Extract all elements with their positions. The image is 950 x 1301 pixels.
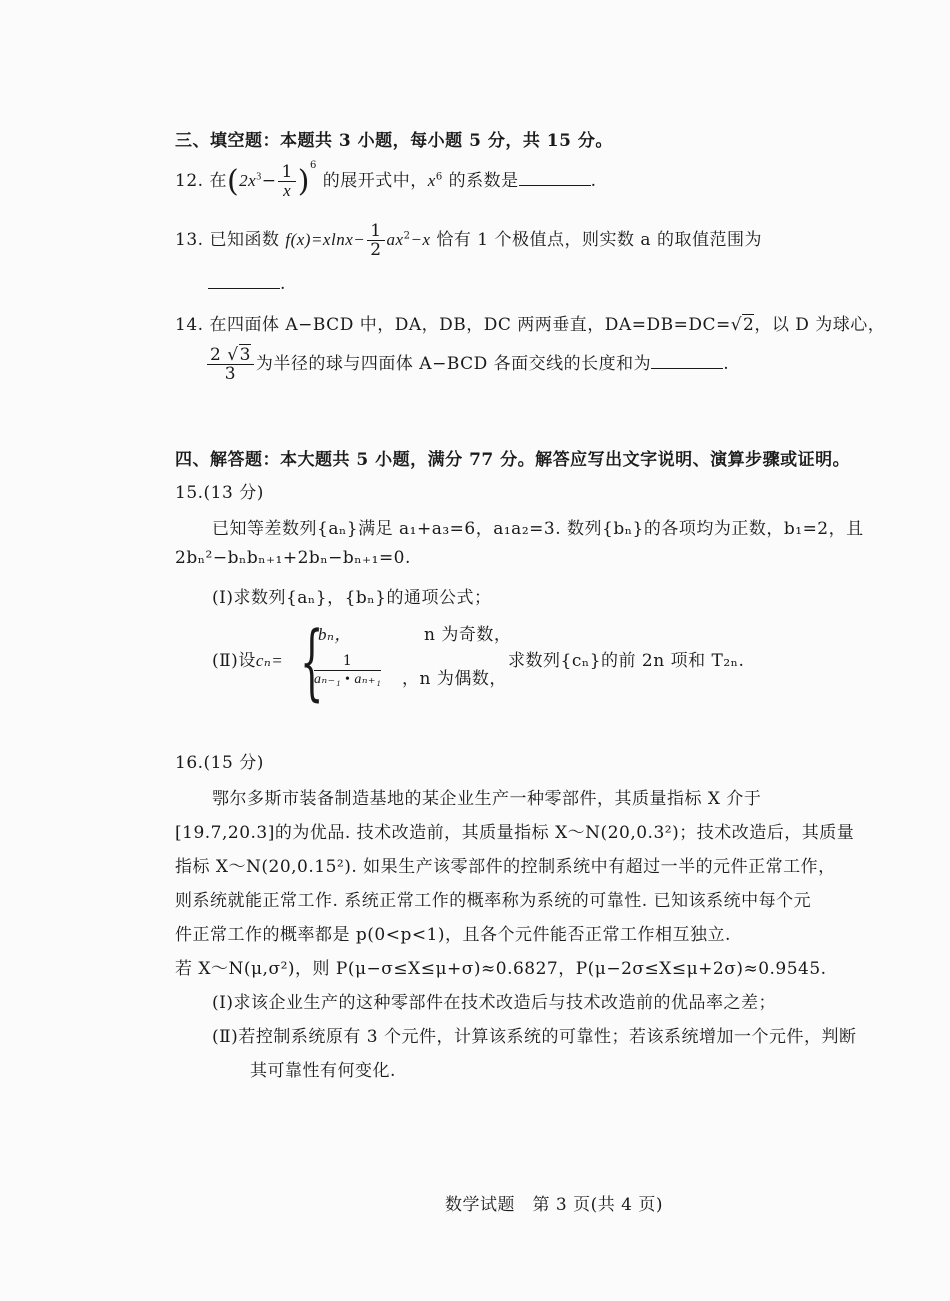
- q15-part2-label: (Ⅱ)设cₙ=: [212, 651, 284, 671]
- q12-number: 12.: [175, 171, 204, 191]
- question-12: 12. 在($2x^3-$ $\frac{1}{x}$ )$^6$ 的展开式中，$x^6$ 的系数是 .: [175, 160, 597, 200]
- q13-function: f(x)=xlnx−: [285, 230, 366, 249]
- q12-mid: 的展开式中，: [322, 171, 428, 191]
- q16-part2-cont: 其可靠性有何变化.: [250, 1061, 396, 1081]
- q16-line6: 若 X～N(μ,σ²)，则 P(μ−σ≤X≤μ+σ)≈0.6827，P(μ−2σ≤X≤μ+2σ)≈0.9545.: [175, 959, 827, 979]
- q13-fraction: $\frac{1}{2}$: [367, 222, 384, 259]
- q12-power: 6: [310, 160, 317, 171]
- page-footer: 数学试题 第 3 页(共 4 页): [445, 1195, 664, 1215]
- q16-part1: (Ⅰ)求该企业生产的这种零部件在技术改造后与技术改造前的优品率之差；: [212, 993, 776, 1013]
- q12-answer-blank: [519, 169, 591, 186]
- q15-number: 15.(13 分): [175, 483, 264, 503]
- q16-line1: 鄂尔多斯市装备制造基地的某企业生产一种零部件，其质量指标 X 介于: [212, 789, 762, 809]
- q15-part1: (Ⅰ)求数列{aₙ}，{bₙ}的通项公式；: [212, 588, 492, 608]
- q15-case2-cond: ，n 为偶数，: [402, 669, 507, 689]
- section4-heading: 四、解答题：本大题共 5 小题，满分 77 分。解答应写出文字说明、演算步骤或证明。: [175, 450, 851, 470]
- q14-line1: 在四面体 A−BCD 中，DA，DB，DC 两两垂直，DA=DB=DC=: [209, 315, 731, 335]
- q13-number: 13.: [175, 230, 204, 250]
- q12-minus: −: [261, 171, 277, 191]
- q16-line4: 则系统就能正常工作. 系统正常工作的概率称为系统的可靠性. 已知该系统中每个元: [175, 891, 812, 911]
- q15-line2: 2bₙ²−bₙbₙ₊₁+2bₙ−bₙ₊₁=0.: [175, 548, 411, 568]
- q15-case2: $\frac{1}{\text{aₙ₋₁ • aₙ₊₁}}$: [314, 653, 382, 687]
- q15-line1: 已知等差数列{aₙ}满足 a₁+a₃=6，a₁a₂=3. 数列{bₙ}的各项均为正数，b₁=2，且: [212, 519, 864, 539]
- q12-fraction: $\frac{1}{x}$: [278, 163, 295, 200]
- q16-line5: 件正常工作的概率都是 p(0<p<1)，且各个元件能否正常工作相互独立.: [175, 925, 731, 945]
- q14-number: 14.: [175, 315, 204, 335]
- q14-answer-blank: [651, 352, 723, 369]
- q15-part2-tail: 求数列{cₙ}的前 2n 项和 T₂ₙ.: [508, 651, 745, 671]
- q16-line2: [19.7,20.3]的为优品. 技术改造前，其质量指标 X～N(20,0.3²)；技术改造后，其质量: [175, 823, 855, 843]
- q14-sqrt: 2: [743, 315, 755, 335]
- q12-prefix: 在: [209, 171, 227, 191]
- q16-number: 16.(15 分): [175, 753, 264, 773]
- q13-prefix: 已知函数: [209, 230, 280, 250]
- question-14: 14. 在四面体 A−BCD 中，DA，DB，DC 两两垂直，DA=DB=DC=√2，以 D 为球心，: [175, 315, 886, 335]
- q15-brace: {: [300, 615, 324, 710]
- q16-part2: (Ⅱ)若控制系统原有 3 个元件，计算该系统的可靠性；若该系统增加一个元件，判断: [212, 1027, 857, 1047]
- q15-case1: bₙ，: [318, 625, 352, 644]
- q14-line2: 为半径的球与四面体 A−BCD 各面交线的长度和为: [255, 354, 652, 374]
- section3-heading: 三、填空题：本题共 3 小题，每小题 5 分，共 15 分。: [175, 131, 613, 151]
- q12-base: 2x: [239, 171, 257, 190]
- q14-radius-fraction: $\frac{2 √3}{3}$: [207, 346, 254, 383]
- q13-suffix: 恰有 1 个极值点，则实数 a 的取值范围为: [436, 230, 762, 250]
- q16-line3: 指标 X～N(20,0.15²). 如果生产该零部件的控制系统中有超过一半的元件正常工作，: [175, 857, 836, 877]
- q15-case1-cond: n 为奇数，: [424, 625, 512, 645]
- q12-suffix: 的系数是: [448, 171, 519, 191]
- q12-exp: 3: [256, 171, 262, 183]
- question-13: 13. 已知函数 f(x)=xlnx− $\frac{1}{2}$ $ax^2-x$ 恰有 1 个极值点，则实数 a 的取值范围为: [175, 221, 762, 260]
- q13-answer-blank: [208, 272, 280, 289]
